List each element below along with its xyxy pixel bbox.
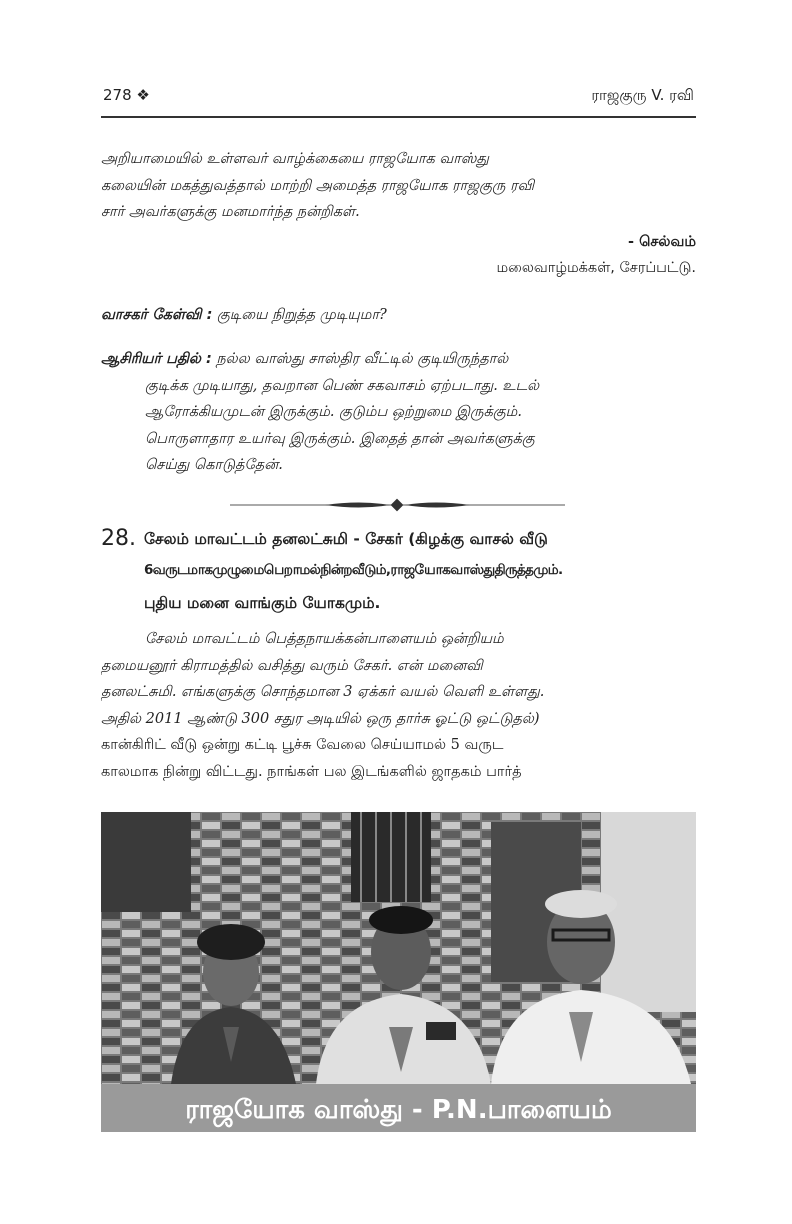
text-line: கான்கிரிட் வீடு ஒன்று கட்டி பூச்சு வேலை செய்யாமல் 5 வருட [101,737,504,753]
text-line: குடிக்க முடியாது, தவறான பெண் சகவாசம் ஏற்படாது. உடல் [145,377,540,394]
reader-question [101,302,696,329]
header-rule [101,116,696,118]
text-line: செய்து கொடுத்தேன். [145,457,283,473]
text-line: தனலட்சுமி. எங்களுக்கு சொந்தமான 3 ஏக்கர் வயல் வெளி உள்ளது. [101,684,545,700]
page-header [101,84,696,114]
body-paragraph [101,626,696,785]
text-line: கலையின் மகத்துவத்தால் மாற்றி அமைத்த ராஜயோக ராஜகுரு ரவி [101,177,535,194]
text-line: அதில் 2011 ஆண்டு 300 சதுர அடியில் ஒரு தார்சு ஓட்டு ஒட்டுதல்) [101,710,540,727]
page-number: 278 ❖ [103,86,150,104]
question-text: குடியை நிறுத்த முடியுமா? [217,307,387,323]
section-title-line: 6வருடமாகமுழுமைபெறாமல்நின்றவீடும்,ராஜயோகவாஸ்துதிருத்தமும். [144,562,563,578]
signature-place: மலைவாழ்மக்கள், சேரப்பட்டு. [496,260,696,276]
testimonial-paragraph [101,146,696,226]
text-line: காலமாக நின்று விட்டது. நாங்கள் பல இடங்களில் ஜாதகம் பார்த் [101,763,522,780]
photo-caption: ராஜயோக வாஸ்து - P.N.பாளையம் [185,1095,612,1125]
running-title: ராஜகுரு V. ரவி [591,86,694,104]
section-title-line: சேலம் மாவட்டம் தனலட்சுமி - சேகர் (கிழக்கு வாசல் வீடு [144,530,548,548]
answer-label: ஆசிரியர் பதில் : [101,351,212,367]
author-answer [101,346,696,479]
text-line: தமையனூர் கிராமத்தில் வசித்து வரும் சேகர். என் மனைவி [101,657,483,674]
ornamental-divider [230,497,565,513]
answer-text: நல்ல வாஸ்து சாஸ்திர வீட்டில் குடியிருந்தால் [216,351,509,367]
section-number: 28. [101,526,136,551]
text-line: பொருளாதார உயர்வு இருக்கும். இதைத் தான் அவர்களுக்கு [145,430,535,447]
text-line: சேலம் மாவட்டம் பெத்தநாயக்கன்பாளையம் ஒன்றியம் [145,631,504,647]
section-title-line: புதிய மனை வாங்கும் யோகமும். [144,594,381,612]
family-photo [101,812,696,1132]
text-line: சார் அவர்களுக்கு மனமார்ந்த நன்றிகள். [101,204,360,220]
text-line: அறியாமையில் உள்ளவர் வாழ்க்கையை ராஜயோக வாஸ்து [101,151,490,167]
signature-name: - செல்வம் [628,234,696,250]
question-label: வாசகர் கேள்வி : [101,307,213,323]
text-line: ஆரோக்கியமுடன் இருக்கும். குடும்ப ஒற்றுமை இருக்கும். [145,404,522,420]
